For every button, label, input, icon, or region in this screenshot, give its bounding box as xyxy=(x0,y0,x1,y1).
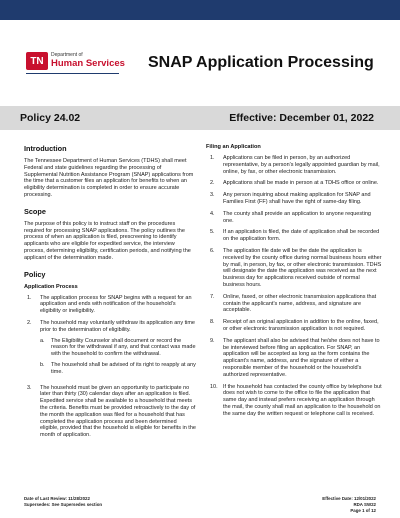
footer-left xyxy=(24,496,102,508)
document-title: SNAP Application Processing xyxy=(148,54,374,71)
item-number: 9. xyxy=(210,337,215,344)
list-item xyxy=(206,248,382,289)
item-text: The household may voluntarily withdraw its application any time prior to the determination of eligibility. xyxy=(40,319,195,333)
item-text: The application file date will be the date the application is received by the county office during normal business hours either by mail, in person, by fax, or other electronic transmission. TDHS will designate the date the application was received as the next business day for applications received outside of normal business hours. xyxy=(223,247,382,288)
supersedes-note: Supersedes: See Supersedes section xyxy=(24,502,103,507)
item-number: 4. xyxy=(210,210,215,217)
item-text: Applications can be filed in person, by an authorized representative, by a person's legally appointed guardian by mail, online, by fax, or other electronic transmission. xyxy=(223,155,380,175)
list-item xyxy=(206,211,382,225)
application-process-heading: Application Process xyxy=(24,283,78,290)
item-text: Applications shall be made in person at a TDHS office or online. xyxy=(223,180,379,187)
item-text: Any person inquiring about making application for SNAP and Families First (FF) shall have the right of same-day filing. xyxy=(223,192,371,205)
list-item xyxy=(24,385,196,439)
item-number: 2. xyxy=(27,319,32,326)
effective-date-banner: Effective: December 01, 2022 xyxy=(229,112,374,124)
sub-list xyxy=(40,338,196,376)
sub-list-item xyxy=(40,362,196,376)
introduction-heading: Introduction xyxy=(24,144,67,153)
list-item xyxy=(206,338,382,379)
list-item xyxy=(206,229,382,243)
policy-number: Policy 24.02 xyxy=(20,112,81,124)
item-text: If an application is filed, the date of application shall be recorded on the application form. xyxy=(223,229,380,243)
sub-list-item xyxy=(40,338,196,358)
item-text: The county shall provide an application to anyone requesting one. xyxy=(223,210,371,224)
item-number: 7. xyxy=(210,293,215,300)
page-number: Page 1 of 12 xyxy=(350,508,376,513)
list-item xyxy=(206,180,382,187)
list-item xyxy=(24,295,196,315)
sub-item-text: The Eligibility Counselor shall document or record the reason for the withdrawal if any, and that contact was made with the household to confirm the withdrawal. xyxy=(51,337,196,358)
sub-item-letter: a. xyxy=(40,337,45,344)
item-text: The household must be given an opportunity to participate no later than thirty (30) calendar days after an application is filed. Expedited service shall be available to a household that meets the criteria. Benefits must be provided retroactively to the day of the month the application was filed for a household that has completed the application process and been determined eligible, provided that the household is eligible for benefits in the month of application. xyxy=(40,384,196,439)
footer-effective-date: Effective Date: 12/01/2022 xyxy=(322,496,376,501)
list-item xyxy=(206,384,382,418)
item-number: 5. xyxy=(210,229,215,236)
right-column xyxy=(206,144,382,423)
logo-text xyxy=(51,53,125,69)
item-number: 10. xyxy=(210,383,218,390)
scope-text: The purpose of this policy is to instruct staff on the procedures required for processing SNAP applications. The policy outlines the process of when an application is filed, prescreening to identify applicants who are eligible for expedited service, the interview process, determining eligibility, certification periods, and notifying the applicant of the determination made. xyxy=(24,220,191,261)
item-number: 2. xyxy=(210,180,215,187)
footer-right xyxy=(322,496,376,514)
department-logo xyxy=(26,52,125,70)
item-text: The applicant shall also be advised that he/she does not have to be interviewed before filing an application. For SNAP, an application will be accepted as long as the form contains the applicant's name, address, and the signature of either a responsible member of the household or the household's authorized representative. xyxy=(223,337,380,378)
logo-divider xyxy=(26,73,119,74)
application-process-list xyxy=(24,295,196,439)
item-text: Online, faxed, or other electronic transmission applications that contain the applicant's name, address, and signature are acceptable. xyxy=(223,293,377,314)
list-item xyxy=(206,294,382,314)
item-number: 1. xyxy=(210,155,215,161)
logo-name: Human Services xyxy=(51,58,125,70)
item-text: The application process for SNAP begins with a request for an application and ends with notification of the household's eligibility or ineligibility. xyxy=(40,294,192,315)
item-number: 3. xyxy=(210,192,215,199)
policy-heading: Policy xyxy=(24,269,46,279)
logo-department: Department of xyxy=(51,52,83,59)
filing-application-list xyxy=(206,155,382,418)
policy-bar xyxy=(0,106,400,130)
list-item xyxy=(24,320,196,380)
item-number: 1. xyxy=(27,294,32,301)
item-body xyxy=(40,320,196,380)
list-item xyxy=(206,192,382,206)
last-review-date: Date of Last Review: 11/28/2022 xyxy=(24,496,90,501)
document-code: RDA SW22 xyxy=(353,502,376,507)
list-item xyxy=(206,319,382,333)
introduction-text: The Tennessee Department of Human Services (TDHS) shall meet Federal and state guidelines regarding the processing of Supplemental Nutrition Assistance Program (SNAP) applications from the time that a customer files an application for benefits to when an eligibility determination is completed in order to ensure accurate processing. xyxy=(24,158,194,198)
left-column xyxy=(24,144,196,444)
scope-heading: Scope xyxy=(24,206,46,216)
sub-item-text: The household shall be advised of its right to reapply at any time. xyxy=(51,361,196,375)
item-number: 8. xyxy=(210,319,215,326)
tn-logo-icon: TN xyxy=(26,52,48,70)
sub-item-letter: b. xyxy=(40,361,45,368)
list-item xyxy=(206,155,382,175)
top-banner xyxy=(0,0,400,20)
item-number: 6. xyxy=(210,247,215,254)
filing-application-heading: Filing an Application xyxy=(206,144,261,150)
item-text: Receipt of an original application in addition to the online, faxed, or other electronic transmission application is not required. xyxy=(223,319,379,332)
item-number: 3. xyxy=(27,384,32,391)
item-text: If the household has contacted the county office by telephone but does not wish to come to the office to file the application that same day and instead prefers receiving an application through the mail, the county shall mail an application to the household on the same day the written request or telephone call is received. xyxy=(223,383,382,417)
